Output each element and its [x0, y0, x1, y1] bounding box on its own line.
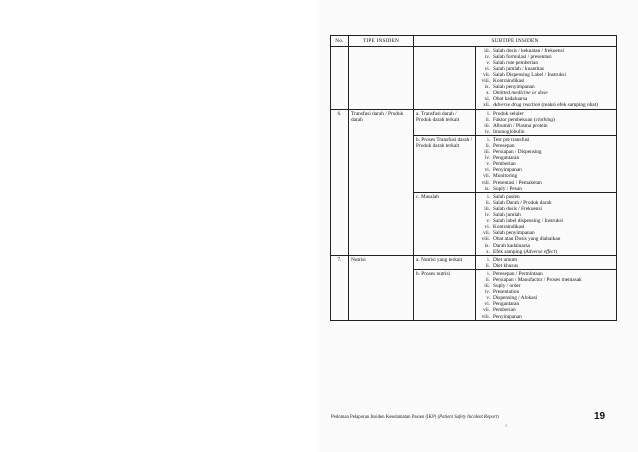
page-number: 19 [594, 411, 606, 422]
list-item-text: Adverse drug reaction (reaksi efek samping obat) [493, 102, 598, 109]
list-item-number: ii. [485, 276, 490, 283]
list-item-text: Kontraindikasi [493, 78, 525, 85]
list-item-text: Salah Dispensing Label / Instruksi [493, 71, 566, 78]
list-item-text: Peresepan / Permintaan [493, 270, 543, 277]
list-item-number: viii. [481, 78, 490, 85]
list-item-number: ii. [485, 116, 490, 123]
subgroup-list [476, 136, 617, 193]
list-item-text: Efek samping (Adverse effect) [493, 248, 557, 255]
list-item-text: Pengantaran [493, 155, 520, 162]
list-item-number: iii. [484, 47, 490, 54]
list-item-text: Peresepan [493, 143, 515, 149]
list-item-text: Pemberian [493, 307, 516, 314]
cell-type: Transfusi darah / Produk darah [349, 110, 414, 256]
list-item-text: Persiapan / Dispensing [493, 149, 542, 156]
footer-text: Pedoman Pelaporan Insiden Keselamatan Pasien (IKP) (Patient Safety Incident Report) [331, 415, 499, 420]
list-item-number: x. [486, 90, 490, 97]
subgroup-list [476, 270, 617, 321]
list-item-text: Suply / order [493, 283, 521, 290]
list-item-number: iv. [484, 155, 490, 162]
list-item-text: Obat atau Dosis yang diabaikan [493, 236, 561, 243]
list-item-number: iv. [484, 53, 490, 60]
list-item-text: Salah jumlah [493, 212, 521, 219]
list-item-text: Salah penyimpanan [493, 84, 535, 91]
list-item-text: Diet umum [493, 256, 517, 263]
list-item-text: Persiapan / Manufactur / Proses memasak [493, 276, 582, 283]
subgroup-label: a. Transfusi darah / Produk darah terkait [414, 110, 476, 136]
list-item-text: Salah rute pemberian [493, 59, 539, 66]
list-item-number: ii. [485, 143, 490, 149]
list-item-number: ix. [484, 84, 490, 91]
continued-list [476, 47, 617, 110]
list-item-number: i. [487, 110, 490, 117]
list-item [478, 314, 614, 320]
list-item-text: Diet khusus [493, 262, 519, 269]
list-item [478, 102, 614, 108]
list-item-number: xii. [483, 102, 490, 109]
list-item-text: Albumin / Plasma protein [493, 122, 548, 129]
list-item-number: i. [487, 136, 490, 143]
list-item-number: i. [487, 193, 490, 200]
list-item-text: Presentation [493, 289, 520, 296]
list-item-text: Salah dosis / Frekuensi [493, 205, 542, 212]
list-item-text: Salah penyimpanan [493, 230, 535, 237]
cell-type [349, 47, 414, 110]
list-item-number: vii. [483, 230, 490, 237]
list-item-number: ix. [484, 242, 490, 249]
list-item-text: Salah dosis / kekuatan / frekuensi [493, 47, 565, 54]
list-item-number: v. [486, 295, 490, 302]
list-item-text: Test pre transfusi [493, 136, 530, 143]
table-header-row [331, 36, 617, 47]
list-item-text: Omitted medicine or dose [493, 90, 548, 97]
list-item [478, 263, 614, 269]
subgroup-list [476, 110, 617, 136]
list-item-text: Salah pasien [493, 193, 520, 200]
list-item-text: Penyimpanan [493, 313, 522, 320]
list-item-number: v. [486, 59, 490, 66]
subgroup-list [476, 256, 617, 270]
subgroup-label: a. Nutrisi yang terkait [414, 256, 476, 270]
list-item [478, 249, 614, 255]
list-item-text: Pemberian [493, 161, 516, 168]
list-item-number: ii. [485, 262, 490, 269]
list-item-number: vii. [483, 71, 490, 78]
subgroup-label: c. Masalah [414, 193, 476, 256]
cell-type: Nutrisi [349, 256, 414, 321]
list-item-number: viii. [481, 313, 490, 320]
subgroup-label: b. Proses Transfusi darah / Produk darah terkait [414, 136, 476, 193]
table-row-continued [331, 47, 617, 110]
list-item-number: vi. [484, 224, 490, 231]
list-item-number: ix. [484, 185, 490, 192]
cell-no: 7. [331, 256, 349, 321]
list-item-number: v. [486, 161, 490, 168]
list-item-number: iv. [484, 289, 490, 296]
list-item-text: Imunoglobulin [493, 128, 525, 135]
list-item-number: xi. [484, 96, 490, 103]
cell-no [331, 47, 349, 110]
list-item-number: i. [487, 256, 490, 263]
incident-table [330, 35, 617, 321]
list-item-number: i. [487, 270, 490, 277]
list-item-text: Pengantaran [493, 301, 520, 308]
subgroup-label: b. Proses nutrisi [414, 270, 476, 321]
list-item-number: v. [486, 218, 490, 225]
list-item-text: Dispensing / Alokasi [493, 295, 538, 302]
list-item-text: Salah label dispensing / Instruksi [493, 218, 564, 225]
list-item [478, 129, 614, 135]
list-item-number: x. [486, 248, 490, 255]
cell-sub [414, 47, 476, 110]
list-item-number: iii. [484, 205, 490, 212]
list-item-text: Penyimpanan [493, 167, 522, 174]
header-type: TIPE INSIDEN [349, 36, 414, 47]
list-item-number: iv. [484, 128, 490, 135]
list-item-text: Salah jumlah / kuantitas [493, 65, 545, 72]
subgroup-list [476, 193, 617, 256]
list-item-text: Obat kadaluarsa [493, 96, 528, 103]
table-row-7 [331, 256, 617, 270]
list-item-number: vi. [484, 301, 490, 308]
list-item-text: Monitoring [493, 173, 518, 180]
list-item-text: Presentasi / Pemaketan [493, 179, 542, 186]
list-item-number: vi. [484, 65, 490, 72]
list-item-number: iii. [484, 283, 490, 290]
list-item-text: Faktor pembekuan (clothing) [493, 116, 555, 123]
list-item-text: Darah kadaluarsa [493, 242, 530, 249]
list-item-text: Kontraindikasi [493, 224, 525, 231]
list-item-number: iv. [484, 212, 490, 219]
list-item-number: viii. [481, 236, 490, 243]
footer-mark: 1 [505, 423, 507, 428]
list-item-number: viii. [481, 179, 490, 186]
list-item-text: Salah formulasi / presentasi [493, 53, 552, 60]
list-item-number: iii. [484, 149, 490, 156]
list-item-number: vi. [484, 167, 490, 174]
list-item-number: vii. [483, 173, 490, 180]
list-item-number: vii. [483, 307, 490, 314]
list-item-number: ii. [485, 199, 490, 206]
list-item-text: Suply / Pesan [493, 185, 522, 192]
list-item-number: iii. [484, 122, 490, 129]
list-item-text: Salah Darah / Produk darah [493, 199, 552, 206]
table-row-6 [331, 110, 617, 136]
list-item-text: Produk seluler [493, 110, 524, 117]
header-subtype: SUBTIPE INSIDEN [414, 36, 617, 47]
header-no: No. [331, 36, 349, 47]
cell-no: 6. [331, 110, 349, 256]
list-item [478, 186, 614, 192]
